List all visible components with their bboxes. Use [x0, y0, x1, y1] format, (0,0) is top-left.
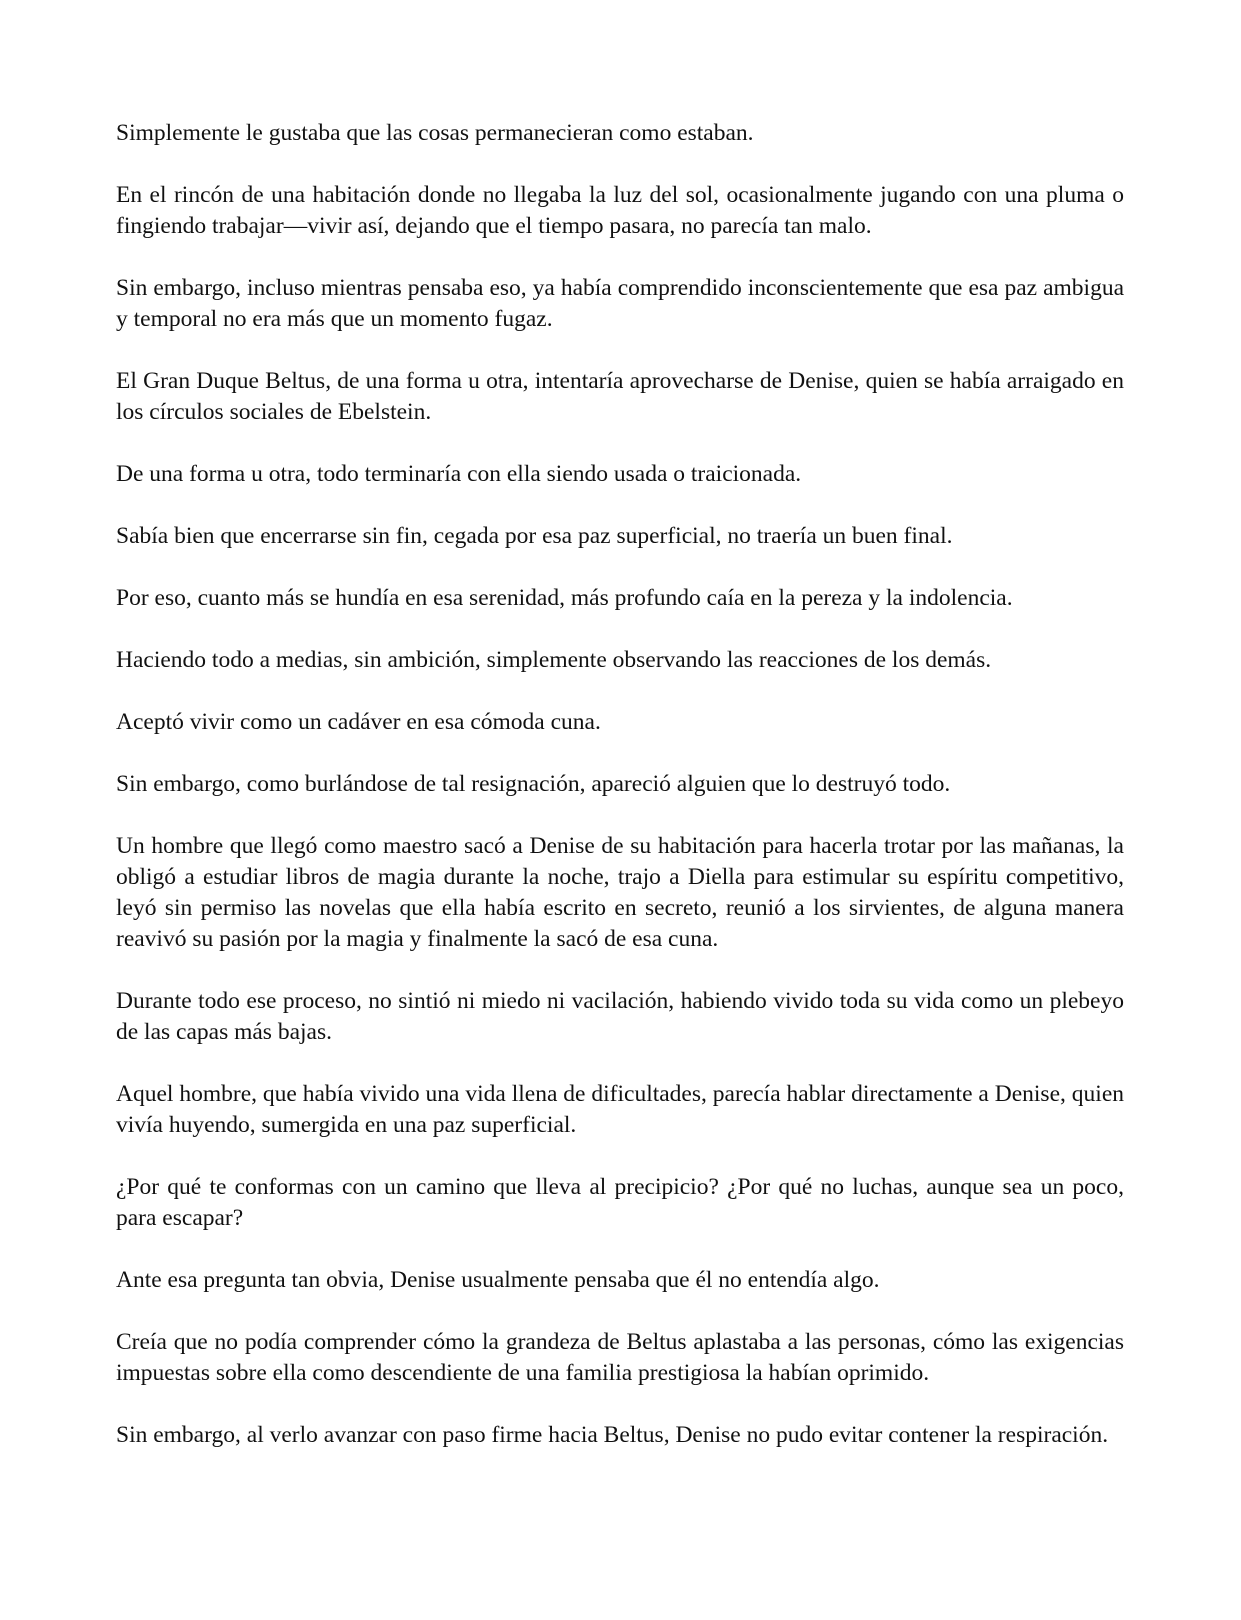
paragraph: Ante esa pregunta tan obvia, Denise usualmente pensaba que él no entendía algo. — [116, 1267, 880, 1293]
paragraph: En el rincón de una habitación donde no llegaba la luz del sol, ocasionalmente jugando con una pluma o fingiendo trabajar—vivir así, dejando que el tiempo pasara, no parecía tan malo. — [116, 182, 1124, 239]
paragraph: Por eso, cuanto más se hundía en esa serenidad, más profundo caía en la pereza y la indolencia. — [116, 585, 1013, 611]
paragraph: Un hombre que llegó como maestro sacó a Denise de su habitación para hacerla trotar por las mañanas, la obligó a estudiar libros de magia durante la noche, trajo a Diella para estimular su espíritu competitivo, leyó sin permiso las novelas que ella había escrito en secreto, reunió a los sirvientes, de alguna manera reavivó su pasión por la magia y finalmente la sacó de esa cuna. — [116, 833, 1124, 952]
paragraph: Haciendo todo a medias, sin ambición, simplemente observando las reacciones de los demás. — [116, 647, 992, 673]
paragraph: Aquel hombre, que había vivido una vida llena de dificultades, parecía hablar directamente a Denise, quien vivía huyendo, sumergida en una paz superficial. — [116, 1081, 1124, 1138]
paragraph: ¿Por qué te conformas con un camino que lleva al precipicio? ¿Por qué no luchas, aunque sea un poco, para escapar? — [116, 1174, 1124, 1231]
paragraph: El Gran Duque Beltus, de una forma u otra, intentaría aprovecharse de Denise, quien se había arraigado en los círculos sociales de Ebelstein. — [116, 368, 1124, 425]
paragraph: Creía que no podía comprender cómo la grandeza de Beltus aplastaba a las personas, cómo las exigencias impuestas sobre ella como descendiente de una familia prestigiosa la habían oprimido. — [116, 1329, 1124, 1386]
paragraph: Sin embargo, como burlándose de tal resignación, apareció alguien que lo destruyó todo. — [116, 771, 951, 797]
document-page — [116, 118, 1124, 1451]
paragraph: Aceptó vivir como un cadáver en esa cómoda cuna. — [116, 709, 601, 735]
paragraph: Sin embargo, incluso mientras pensaba eso, ya había comprendido inconscientemente que esa paz ambigua y temporal no era más que un momento fugaz. — [116, 275, 1124, 332]
paragraph: Simplemente le gustaba que las cosas permanecieran como estaban. — [116, 120, 754, 146]
paragraph: Durante todo ese proceso, no sintió ni miedo ni vacilación, habiendo vivido toda su vida como un plebeyo de las capas más bajas. — [116, 988, 1124, 1045]
paragraph: Sin embargo, al verlo avanzar con paso firme hacia Beltus, Denise no pudo evitar contener la respiración. — [116, 1422, 1109, 1448]
paragraph: Sabía bien que encerrarse sin fin, cegada por esa paz superficial, no traería un buen final. — [116, 523, 953, 549]
paragraph: De una forma u otra, todo terminaría con ella siendo usada o traicionada. — [116, 461, 802, 487]
